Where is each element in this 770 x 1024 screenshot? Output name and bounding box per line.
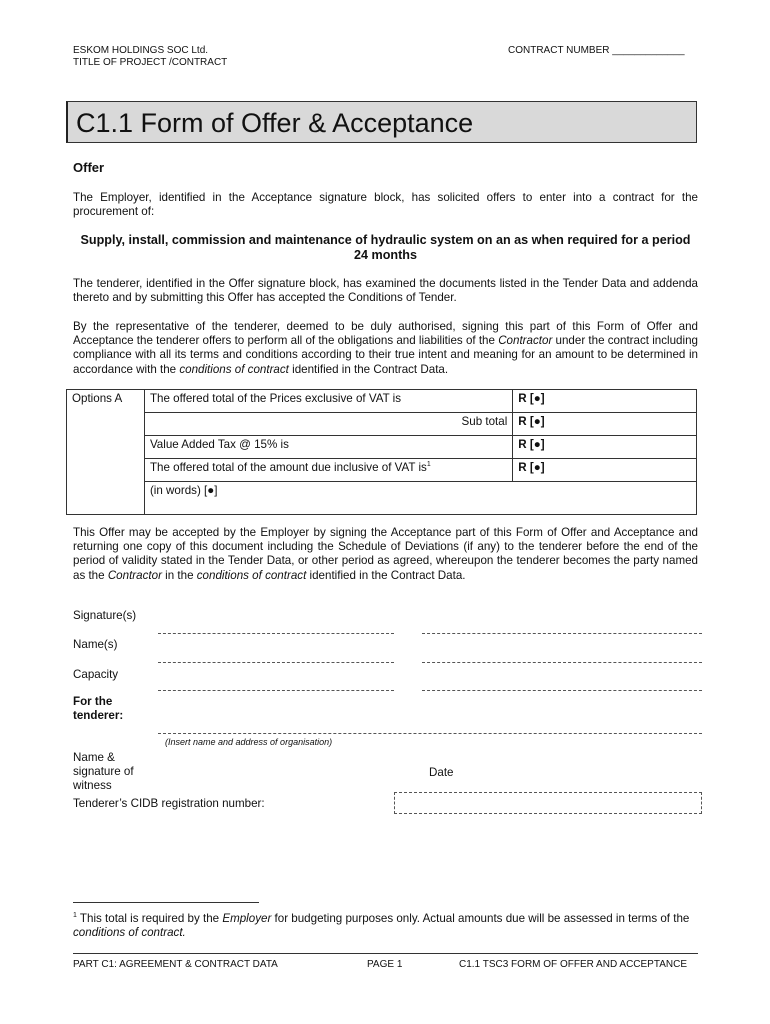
date-label: Date (429, 766, 454, 779)
price-incl-vat-amount[interactable]: R [●] (513, 459, 697, 482)
table-row (67, 390, 697, 413)
capacity-line-2[interactable] (422, 690, 702, 691)
offer-heading: Offer (73, 160, 105, 175)
name-line-1[interactable] (158, 662, 394, 663)
capacity-label: Capacity (73, 668, 119, 681)
organisation-line[interactable] (158, 733, 702, 734)
acceptance-paragraph: This Offer may be accepted by the Employer by signing the Acceptance part of this Form of Offer and Acceptance and returning one copy of this document including the Schedule of Deviations (if any) to the tenderer before the end of the period of validity stated in the Tender Data, or other period as agreed, whereupon the tenderer becomes the party named as the Contractor in the conditions of contract identified in the Contract Data. (73, 526, 698, 582)
signatures-label: Signature(s) (73, 609, 137, 622)
vat-amount[interactable]: R [●] (513, 436, 697, 459)
price-excl-vat-label: The offered total of the Prices exclusive of VAT is (144, 390, 512, 413)
capacity-line-1[interactable] (158, 690, 394, 691)
table-row (67, 413, 697, 436)
subtotal-amount[interactable]: R [●] (513, 413, 697, 436)
offer-price-table (66, 389, 697, 515)
footnote: $^1$ This total is required by the Employer for budgeting purposes only. Actual amounts due will be assessed in terms of the conditions of contract. (73, 911, 690, 940)
footer-left: PART C1: AGREEMENT & CONTRACT DATA (73, 959, 278, 970)
project-title: TITLE OF PROJECT /CONTRACT (73, 57, 228, 68)
vat-label: Value Added Tax @ 15% is (144, 436, 512, 459)
company-name: ESKOM HOLDINGS SOC Ltd. (73, 45, 209, 56)
page-title: C1.1 Form of Offer & Acceptance (76, 108, 474, 138)
footer-divider (73, 953, 698, 954)
price-excl-vat-amount[interactable]: R [●] (513, 390, 697, 413)
amount-in-words[interactable]: (in words) [●] (144, 482, 696, 515)
offer-para-3: By the representative of the tenderer, deemed to be duly authorised, signing this part of this Form of Offer and Acceptance the tenderer offers to perform all of the obligations and liabilities of the Contractor under the contract including compliance with all its terms and conditions according to their true intent and meaning for an amount to be determined in accordance with the conditions of contract identified in the Contract Data. (73, 320, 698, 376)
price-incl-vat-label: The offered total of the amount due inclusive of VAT $is^1$ (144, 459, 512, 482)
footer-right: C1.1 TSC3 FORM OF OFFER AND ACCEPTANCE (459, 959, 687, 970)
table-row (67, 436, 697, 459)
project-description: Supply, install, commission and maintenance of hydraulic system on an as when required for a period 24 months (80, 233, 691, 262)
cidb-label: Tenderer’s CIDB registration number: (73, 797, 265, 810)
insert-organisation-note: (Insert name and address of organisation) (165, 737, 333, 747)
footer-page: PAGE 1 (367, 959, 403, 970)
witness-label: Name & signature of witness (73, 751, 134, 792)
signature-line-2[interactable] (422, 633, 702, 634)
names-label: Name(s) (73, 638, 118, 651)
contract-number: CONTRACT NUMBER _____________ (508, 45, 685, 56)
options-cell: Options A (67, 390, 145, 515)
offer-para-2: The tenderer, identified in the Offer signature block, has examined the documents listed in the Tender Data and addenda thereto and by submitting this Offer has accepted the Conditions of Tender. (73, 277, 698, 305)
title-box (66, 101, 697, 143)
for-tenderer-label: For the tenderer: (73, 695, 124, 722)
signature-line-1[interactable] (158, 633, 394, 634)
table-row (67, 459, 697, 482)
footnote-divider (73, 902, 259, 903)
name-line-2[interactable] (422, 662, 702, 663)
table-row (67, 482, 697, 515)
cidb-number-field[interactable] (394, 792, 702, 814)
subtotal-label: Sub total (144, 413, 512, 436)
offer-intro: The Employer, identified in the Acceptance signature block, has solicited offers to enter into a contract for the procurement of: (73, 191, 698, 219)
